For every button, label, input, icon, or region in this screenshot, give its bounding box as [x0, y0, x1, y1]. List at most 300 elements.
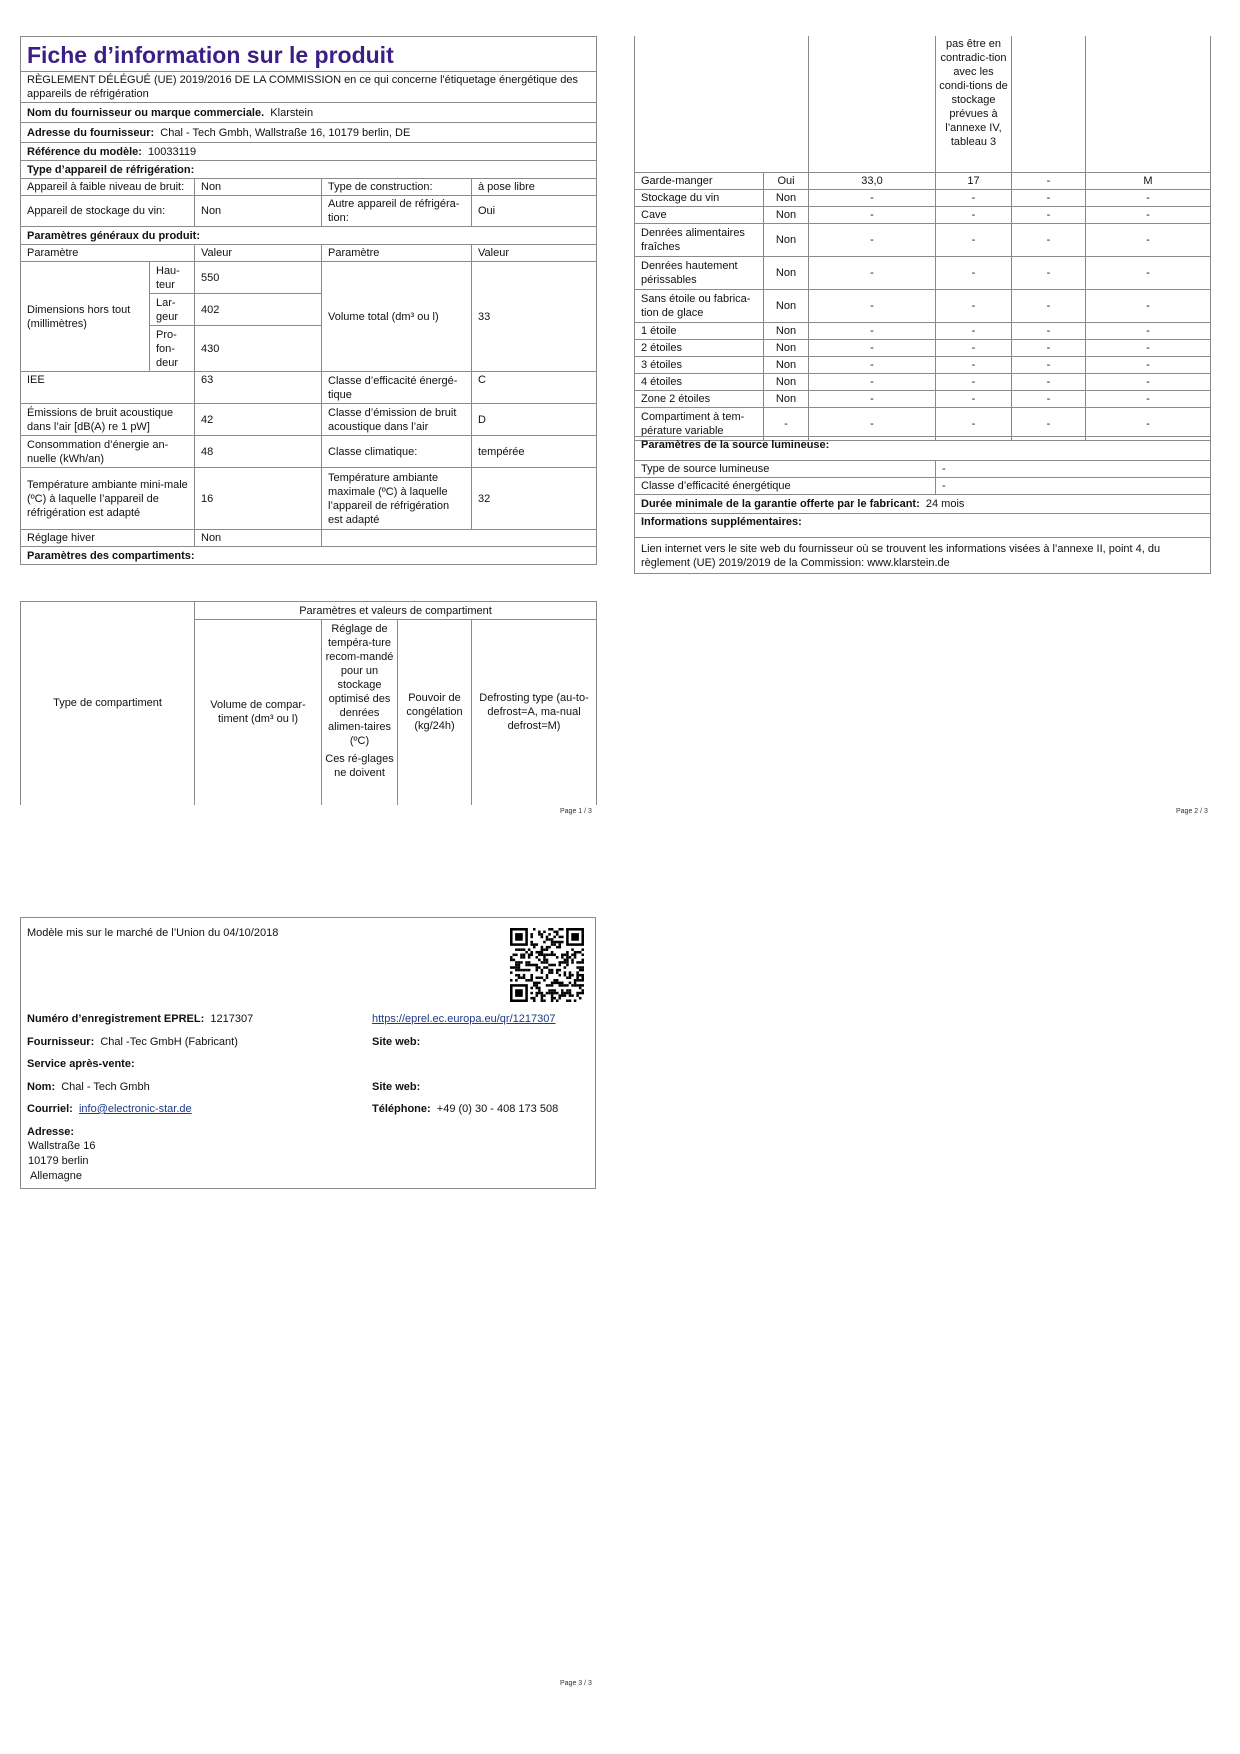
qr-module [581, 974, 584, 977]
address-line-3: Allemagne [30, 1170, 82, 1182]
qr-module [571, 974, 574, 977]
qr-module [574, 999, 577, 1002]
qr-module [520, 976, 523, 979]
phone-label: Téléphone: [372, 1103, 431, 1115]
qr-module [558, 984, 561, 987]
qr-module [558, 994, 561, 997]
qr-module [553, 997, 556, 1000]
compartment-volume: - [809, 189, 936, 206]
supplier-label: Nom du fournisseur ou marque commerciale. [27, 106, 265, 119]
qr-module [569, 992, 572, 995]
qr-module [551, 928, 554, 931]
qr-module [548, 971, 551, 974]
qr-module [543, 954, 546, 957]
qr-module [543, 994, 546, 997]
compartment-defrost: - [1086, 373, 1211, 390]
qr-module [543, 966, 546, 969]
compartment-volume: 33,0 [809, 172, 936, 189]
qr-module [571, 948, 574, 951]
compartment-volume: - [809, 223, 936, 256]
qr-module [551, 938, 554, 941]
compartments-header: Paramètres des compartiments: [21, 547, 597, 565]
qr-module [553, 941, 556, 944]
qr-module [571, 961, 574, 964]
compartment-temp: - [936, 289, 1012, 322]
compartment-defrost: - [1086, 289, 1211, 322]
qr-module [548, 946, 551, 949]
warranty-value: 24 mois [925, 498, 965, 510]
qr-module [579, 961, 582, 964]
qr-module [520, 954, 523, 957]
compartment-freeze: - [1012, 339, 1086, 356]
address3-label: Adresse: [27, 1126, 75, 1138]
col-param-2: Paramètre [322, 245, 472, 262]
compartment-row [635, 189, 1211, 206]
height-label: Hau-teur [150, 262, 195, 294]
iee-value: 63 [195, 372, 322, 404]
qr-module [556, 946, 559, 949]
qr-module [566, 961, 569, 964]
compartment-defrost: - [1086, 256, 1211, 289]
qr-module [541, 954, 544, 957]
qr-module [518, 948, 521, 951]
construction-label: Type de construction: [322, 179, 472, 196]
qr-module [569, 982, 572, 985]
compartment-name: Denrées hautement périssables [635, 256, 764, 289]
qr-module [576, 994, 579, 997]
qr-module [530, 997, 533, 1000]
qr-module [515, 969, 518, 972]
p2-cont-volume [809, 36, 936, 172]
qr-module [574, 982, 577, 985]
qr-module [579, 969, 582, 972]
compartment-present: Non [764, 373, 809, 390]
qr-module [566, 964, 569, 967]
compartment-row [635, 206, 1211, 223]
qr-module [518, 976, 521, 979]
winter-empty [322, 530, 597, 547]
compartment-row [635, 172, 1211, 189]
qr-module [561, 928, 564, 931]
qr-module [556, 982, 559, 985]
consumption-label: Consommation d’énergie an-nuelle (kWh/an) [21, 436, 195, 468]
qr-module [515, 964, 518, 967]
qr-module [513, 966, 516, 969]
qr-module [518, 969, 521, 972]
qr-module [541, 969, 544, 972]
page2-number: Page 2 / 3 [1176, 808, 1208, 815]
qr-module [541, 951, 544, 954]
compartment-defrost: - [1086, 356, 1211, 373]
qr-module [543, 959, 546, 962]
tmax-value: 32 [472, 468, 597, 530]
qr-module [566, 992, 569, 995]
compartment-present: Non [764, 322, 809, 339]
qr-module [533, 984, 536, 987]
qr-module [558, 946, 561, 949]
eprel-link-row [372, 1012, 555, 1026]
qr-module [551, 997, 554, 1000]
qr-module [569, 974, 572, 977]
email-label: Courriel: [27, 1103, 73, 1115]
qr-module [525, 969, 528, 972]
qr-module [541, 999, 544, 1002]
col-value-2: Valeur [472, 245, 597, 262]
compartment-freeze: - [1012, 206, 1086, 223]
qr-module [541, 933, 544, 936]
qr-module [579, 984, 582, 987]
qr-module [515, 989, 523, 997]
qr-module [523, 954, 526, 957]
p2-cont-type [635, 36, 809, 172]
qr-module [558, 982, 561, 985]
qr-module [538, 989, 541, 992]
compartment-row [635, 322, 1211, 339]
compartment-freeze: - [1012, 373, 1086, 390]
compartment-row [635, 289, 1211, 322]
dimensions-label: Dimensions hors tout (millimètres) [21, 262, 150, 372]
name-label: Nom: [27, 1081, 56, 1093]
phone-value: +49 (0) 30 - 408 173 508 [436, 1103, 559, 1115]
qr-module [543, 961, 546, 964]
qr-module [518, 961, 521, 964]
compartment-volume: - [809, 322, 936, 339]
qr-module [538, 976, 541, 979]
eprel-row [27, 1012, 253, 1026]
compartment-row [635, 373, 1211, 390]
qr-module [553, 943, 556, 946]
qr-module [546, 938, 549, 941]
qr-module [581, 979, 584, 982]
page3-number: Page 3 / 3 [560, 1680, 592, 1687]
depth-value: 430 [195, 326, 322, 372]
qr-module [558, 997, 561, 1000]
qr-module [536, 984, 539, 987]
qr-module [553, 992, 556, 995]
qr-module [564, 992, 567, 995]
qr-module [564, 966, 567, 969]
qr-module [543, 931, 546, 934]
compartment-volume: - [809, 390, 936, 407]
qr-module [515, 974, 518, 977]
qr-module [579, 974, 582, 977]
qr-module [561, 941, 564, 944]
qr-module [553, 936, 556, 939]
climate-value: tempérée [472, 436, 597, 468]
eprel-value: 1217307 [210, 1013, 254, 1025]
qr-module [530, 933, 533, 936]
qr-module [546, 966, 549, 969]
qr-module [553, 931, 556, 934]
compartment-volume: - [809, 256, 936, 289]
market-date: Modèle mis sur le marché de l’Union du 04/10/2018 [27, 927, 279, 939]
qr-module [551, 999, 554, 1002]
supplier3-label: Fournisseur: [27, 1036, 95, 1048]
qr-module [569, 994, 572, 997]
qr-module [551, 943, 554, 946]
consumption-value: 48 [195, 436, 322, 468]
light-type-label: Type de source lumineuse [635, 461, 936, 478]
eprel-link[interactable]: https://eprel.ec.europa.eu/qr/1217307 [372, 1013, 556, 1025]
compartment-volume: - [809, 407, 936, 440]
compartment-defrost: - [1086, 223, 1211, 256]
qr-module [576, 971, 579, 974]
compartment-temp: - [936, 189, 1012, 206]
noise-class-value: D [472, 404, 597, 436]
qr-module [536, 966, 539, 969]
qr-module [510, 959, 513, 962]
qr-module [548, 954, 551, 957]
qr-module [581, 966, 584, 969]
qr-module [513, 954, 516, 957]
other-value: Oui [472, 196, 597, 227]
qr-module [556, 933, 559, 936]
model-label: Référence du modèle: [27, 145, 142, 158]
qr-module [528, 954, 531, 957]
compartment-present: Non [764, 390, 809, 407]
qr-module [561, 984, 564, 987]
qr-module [569, 971, 572, 974]
qr-module [551, 982, 554, 985]
qr-module [579, 966, 582, 969]
qr-module [541, 946, 544, 949]
email-row [27, 1102, 192, 1116]
qr-module [518, 966, 521, 969]
warranty-label: Durée minimale de la garantie offerte par le fabricant: [641, 498, 920, 510]
qr-module [581, 961, 584, 964]
comp-defrost-header: Defrosting type (au-to-defrost=A, ma-nual defrost=M) [472, 620, 597, 805]
qr-module [566, 951, 569, 954]
qr-module [523, 948, 526, 951]
qr-module [581, 959, 584, 962]
qr-module [561, 994, 564, 997]
qr-module [546, 976, 549, 979]
qr-module [515, 961, 518, 964]
energy-class-label: Classe d’efficacité énergé-tique [322, 372, 472, 404]
compartment-name: Zone 2 étoiles [635, 390, 764, 407]
depth-label: Pro-fon-deur [150, 326, 195, 372]
service-label: Service après-vente: [27, 1058, 135, 1070]
qr-module [574, 984, 577, 987]
qr-module [533, 964, 536, 967]
light-header: Paramètres de la source lumineuse: [635, 437, 1211, 461]
comp-temp-header-cell [322, 620, 398, 805]
address-label: Adresse du fournisseur: [27, 126, 155, 139]
compartment-defrost: - [1086, 322, 1211, 339]
qr-module [581, 984, 584, 987]
qr-module [523, 974, 526, 977]
qr-module [533, 946, 536, 949]
comp-freeze-header: Pouvoir de congélation (kg/24h) [398, 620, 472, 805]
compartment-name: 4 étoiles [635, 373, 764, 390]
winter-label: Réglage hiver [21, 530, 195, 547]
qr-module [536, 987, 539, 990]
qr-module [579, 997, 582, 1000]
compartment-freeze: - [1012, 390, 1086, 407]
email-link[interactable]: info@electronic-star.de [78, 1103, 192, 1115]
qr-module [541, 992, 544, 995]
address-line-1: Wallstraße 16 [28, 1140, 96, 1152]
qr-module [546, 946, 549, 949]
compartment-name: 2 étoiles [635, 339, 764, 356]
qr-module [556, 992, 559, 995]
compartment-volume: - [809, 373, 936, 390]
compartment-temp: - [936, 256, 1012, 289]
p2-temp-note: pas être en contradic-tion avec les condi-tions de stockage prévues à l’annexe IV, tableau 3 [936, 36, 1012, 172]
height-value: 550 [195, 262, 322, 294]
col-value-1: Valeur [195, 245, 322, 262]
compartment-row [635, 339, 1211, 356]
p2-cont-defrost [1086, 36, 1211, 172]
general-header: Paramètres généraux du produit: [21, 227, 597, 245]
qr-module [530, 943, 533, 946]
model-row [21, 143, 597, 161]
qr-module [536, 969, 539, 972]
qr-module [566, 984, 569, 987]
qr-module [561, 992, 564, 995]
qr-module [520, 956, 523, 959]
qr-module [515, 979, 518, 982]
qr-module [558, 936, 561, 939]
light-class-value: - [936, 478, 1211, 495]
qr-module [530, 979, 533, 982]
qr-module [566, 959, 569, 962]
qr-module [528, 979, 531, 982]
info-text: Lien internet vers le site web du fournisseur où se trouvent les informations visées à l’annexe II, point 4, du règlement (UE) 2019/2019 de la Commission: www.klarstein.de [635, 538, 1211, 574]
qr-module [536, 951, 539, 954]
qr-module [543, 979, 546, 982]
qr-module [558, 961, 561, 964]
qr-module [548, 928, 551, 931]
qr-module [556, 956, 559, 959]
qr-module [530, 974, 533, 977]
qr-module [561, 954, 564, 957]
qr-module [543, 956, 546, 959]
qr-module [520, 948, 523, 951]
compartment-defrost: - [1086, 206, 1211, 223]
compartment-temp: - [936, 390, 1012, 407]
qr-module [551, 992, 554, 995]
qr-module [576, 992, 579, 995]
compartment-defrost: - [1086, 339, 1211, 356]
qr-module [566, 976, 569, 979]
website-label: Site web: [372, 1036, 421, 1048]
qr-module [541, 971, 544, 974]
compartment-name: Garde-manger [635, 172, 764, 189]
qr-module [541, 976, 544, 979]
qr-module [538, 954, 541, 957]
qr-module [546, 936, 549, 939]
supplier-row [21, 103, 597, 123]
qr-module [564, 959, 567, 962]
qr-module [551, 951, 554, 954]
compartment-volume: - [809, 356, 936, 373]
qr-module [510, 971, 513, 974]
qr-module [564, 974, 567, 977]
qr-module [528, 956, 531, 959]
qr-module [576, 951, 579, 954]
warranty-row [635, 495, 1211, 514]
compartment-defrost: - [1086, 407, 1211, 440]
qr-module [530, 976, 533, 979]
qr-module [558, 928, 561, 931]
compartment-defrost: - [1086, 189, 1211, 206]
qr-module [533, 997, 536, 1000]
page1-compartment-header [20, 601, 597, 805]
qr-module [574, 979, 577, 982]
compartment-freeze: - [1012, 256, 1086, 289]
qr-module [538, 982, 541, 985]
qr-module [579, 987, 582, 990]
qr-module [538, 933, 541, 936]
qr-module [541, 997, 544, 1000]
qr-module [574, 954, 577, 957]
qr-code-icon [510, 928, 584, 1002]
compartment-freeze: - [1012, 289, 1086, 322]
qr-module [579, 979, 582, 982]
address-line-2: 10179 berlin [28, 1155, 89, 1167]
qr-module [525, 951, 528, 954]
qr-module [581, 969, 584, 972]
wine-value: Non [195, 196, 322, 227]
tmin-value: 16 [195, 468, 322, 530]
qr-module [576, 966, 579, 969]
qr-module [541, 961, 544, 964]
type-header: Type d’appareil de réfrigération: [21, 161, 597, 179]
compartment-name: Stockage du vin [635, 189, 764, 206]
qr-module [561, 956, 564, 959]
qr-module [558, 943, 561, 946]
compartment-present: Non [764, 289, 809, 322]
compartment-temp: 17 [936, 172, 1012, 189]
qr-module [546, 948, 549, 951]
qr-module [564, 954, 567, 957]
qr-module [536, 976, 539, 979]
p2-cont-freeze [1012, 36, 1086, 172]
qr-module [558, 969, 561, 972]
qr-module [546, 961, 549, 964]
page2-compartments-table [634, 36, 1211, 441]
qr-module [518, 974, 521, 977]
qr-module [579, 992, 582, 995]
qr-module [553, 989, 556, 992]
qr-module [523, 976, 526, 979]
qr-module [528, 961, 531, 964]
other-label: Autre appareil de réfrigéra-tion: [322, 196, 472, 227]
qr-module [564, 961, 567, 964]
supplier3-value: Chal -Tec GmbH (Fabricant) [100, 1036, 238, 1048]
noise-value: 42 [195, 404, 322, 436]
qr-module [571, 994, 574, 997]
website-label-2: Site web: [372, 1081, 421, 1093]
compartment-temp: - [936, 339, 1012, 356]
qr-module [551, 969, 554, 972]
compartment-volume: - [809, 339, 936, 356]
compartment-present: - [764, 407, 809, 440]
qr-module [558, 964, 561, 967]
tmin-label: Température ambiante mini-male (ºC) à laquelle l’appareil de réfrigération est adapté [21, 468, 195, 530]
qr-module [556, 979, 559, 982]
qr-module [546, 959, 549, 962]
noise-class-label: Classe d’émission de bruit acoustique dans l’air [322, 404, 472, 436]
compartment-present: Non [764, 189, 809, 206]
qr-module [536, 982, 539, 985]
compartment-row [635, 223, 1211, 256]
qr-module [541, 936, 544, 939]
compartment-row [635, 390, 1211, 407]
qr-module [536, 943, 539, 946]
qr-module [576, 961, 579, 964]
